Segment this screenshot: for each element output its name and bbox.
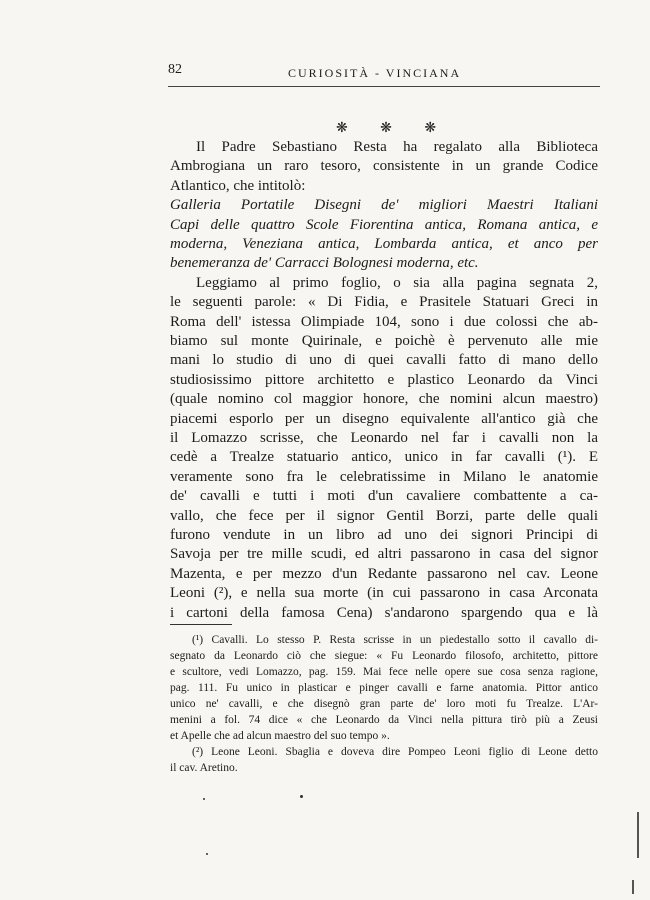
title-line: Galleria Portatile Disegni de' migliori Maestri Italiani	[170, 197, 598, 214]
body-line: de' cavalli e tutti i moti d'un cavaliere combattente a ca-	[170, 488, 598, 505]
body-line: piacemi esporlo per un disegno equivalente all'antico già che	[170, 410, 598, 427]
running-head: CURIOSITÀ - VINCIANA	[288, 66, 462, 80]
scan-edge-mark	[637, 812, 639, 858]
body-line: biamo sul monte Quirinale, e poichè è pervenuto alle mie	[170, 333, 598, 349]
footnote-line: pag. 111. Fu unico in plasticar e pinger cavalli e farne anatomia. Pittor antico	[170, 682, 598, 694]
body-line: Leggiamo al primo foglio, o sia alla pagina segnata 2,	[196, 274, 598, 291]
body-line: Il Padre Sebastiano Resta ha regalato alla Biblioteca	[196, 139, 598, 155]
footnote-line: unico ne' cavalli, e che disegnò gran parte de' loro moti fu Trealze. L'Ar-	[170, 698, 598, 710]
body-line: cedè a Trealze statuario antico, unico in far cavalli (¹). E	[170, 449, 598, 466]
body-line: Atlantico, che intitolò:	[170, 177, 306, 194]
body-line: il Lomazzo scrisse, che Leonardo nel far i cavalli non la	[170, 430, 598, 446]
body-line: furono vendute in un libro ad uno dei signori Principi di	[170, 527, 598, 543]
body-line: Savoja per tre mille scudi, ed altri passarono in casa del signor	[170, 546, 598, 563]
page-header	[168, 60, 600, 87]
section-ornament: ❋ ❋ ❋	[336, 120, 451, 136]
footnote-line: et Apelle che ad alcun maestro del suo tempo ».	[170, 730, 390, 742]
body-line: Mazenta, e per mezzo d'un Redante passarono nel cav. Leone	[170, 565, 598, 582]
body-line: Ambrogiana un raro tesoro, consistente in un grande Codice	[170, 158, 598, 175]
page-number: 82	[168, 62, 182, 77]
title-line: moderna, Veneziana antica, Lombarda antica, et anco per	[170, 236, 598, 252]
title-line: benemeranza de' Carracci Bolognesi moderna, etc.	[170, 255, 479, 272]
body-line: vallo, che fece per il signor Gentil Borzi, parte delle quali	[170, 507, 598, 524]
footnote-line: il cav. Aretino.	[170, 762, 238, 774]
scan-edge-mark	[632, 880, 634, 894]
footnote-rule	[170, 624, 232, 625]
body-line: studiosissimo pittore architetto e plastico Leonardo da Vinci	[170, 371, 598, 388]
scan-speck	[203, 798, 205, 800]
body-line: Leoni (²), e nella sua morte (in cui passarono in casa Arconata	[170, 585, 598, 602]
footnote-line: segnato da Leonardo ciò che siegue: « Fu Leonardo filosofo, architetto, pittore	[170, 650, 598, 662]
footnote-line: (¹) Cavalli. Lo stesso P. Resta scrisse in un piedestallo sotto il cavallo di-	[192, 634, 598, 646]
body-line: (quale nomino col maggior honore, che nomini alcun maestro)	[170, 391, 598, 408]
footnote-line: menini a fol. 74 dice « che Leonardo da Vinci nella pittura tirò più a Zeusi	[170, 714, 598, 726]
body-line: veramente sono fra le celebratissime in Milano le anatomie	[170, 468, 598, 485]
footnote-line: e scultore, vedi Lomazzo, pag. 159. Mai fece nelle opere sue cosa senza ragione,	[170, 666, 598, 678]
body-line: le seguenti parole: « Di Fidia, e Prasitele Statuari Greci in	[170, 294, 598, 311]
body-line: Roma dell' istessa Olimpiade 104, sono i due colossi che ab-	[170, 313, 598, 330]
scan-speck	[206, 853, 208, 855]
footnote-line: (²) Leone Leoni. Sbaglia e doveva dire Pompeo Leoni figlio di Leone detto	[192, 746, 598, 758]
body-line: i cartoni della famosa Cena) s'andarono spargendo qua e là	[170, 604, 598, 621]
title-line: Capi delle quattro Scole Fiorentina antica, Romana antica, e	[170, 216, 598, 233]
body-line: mani lo studio di uno di quei cavalli fatto di mano dello	[170, 352, 598, 369]
scan-speck	[300, 795, 303, 798]
